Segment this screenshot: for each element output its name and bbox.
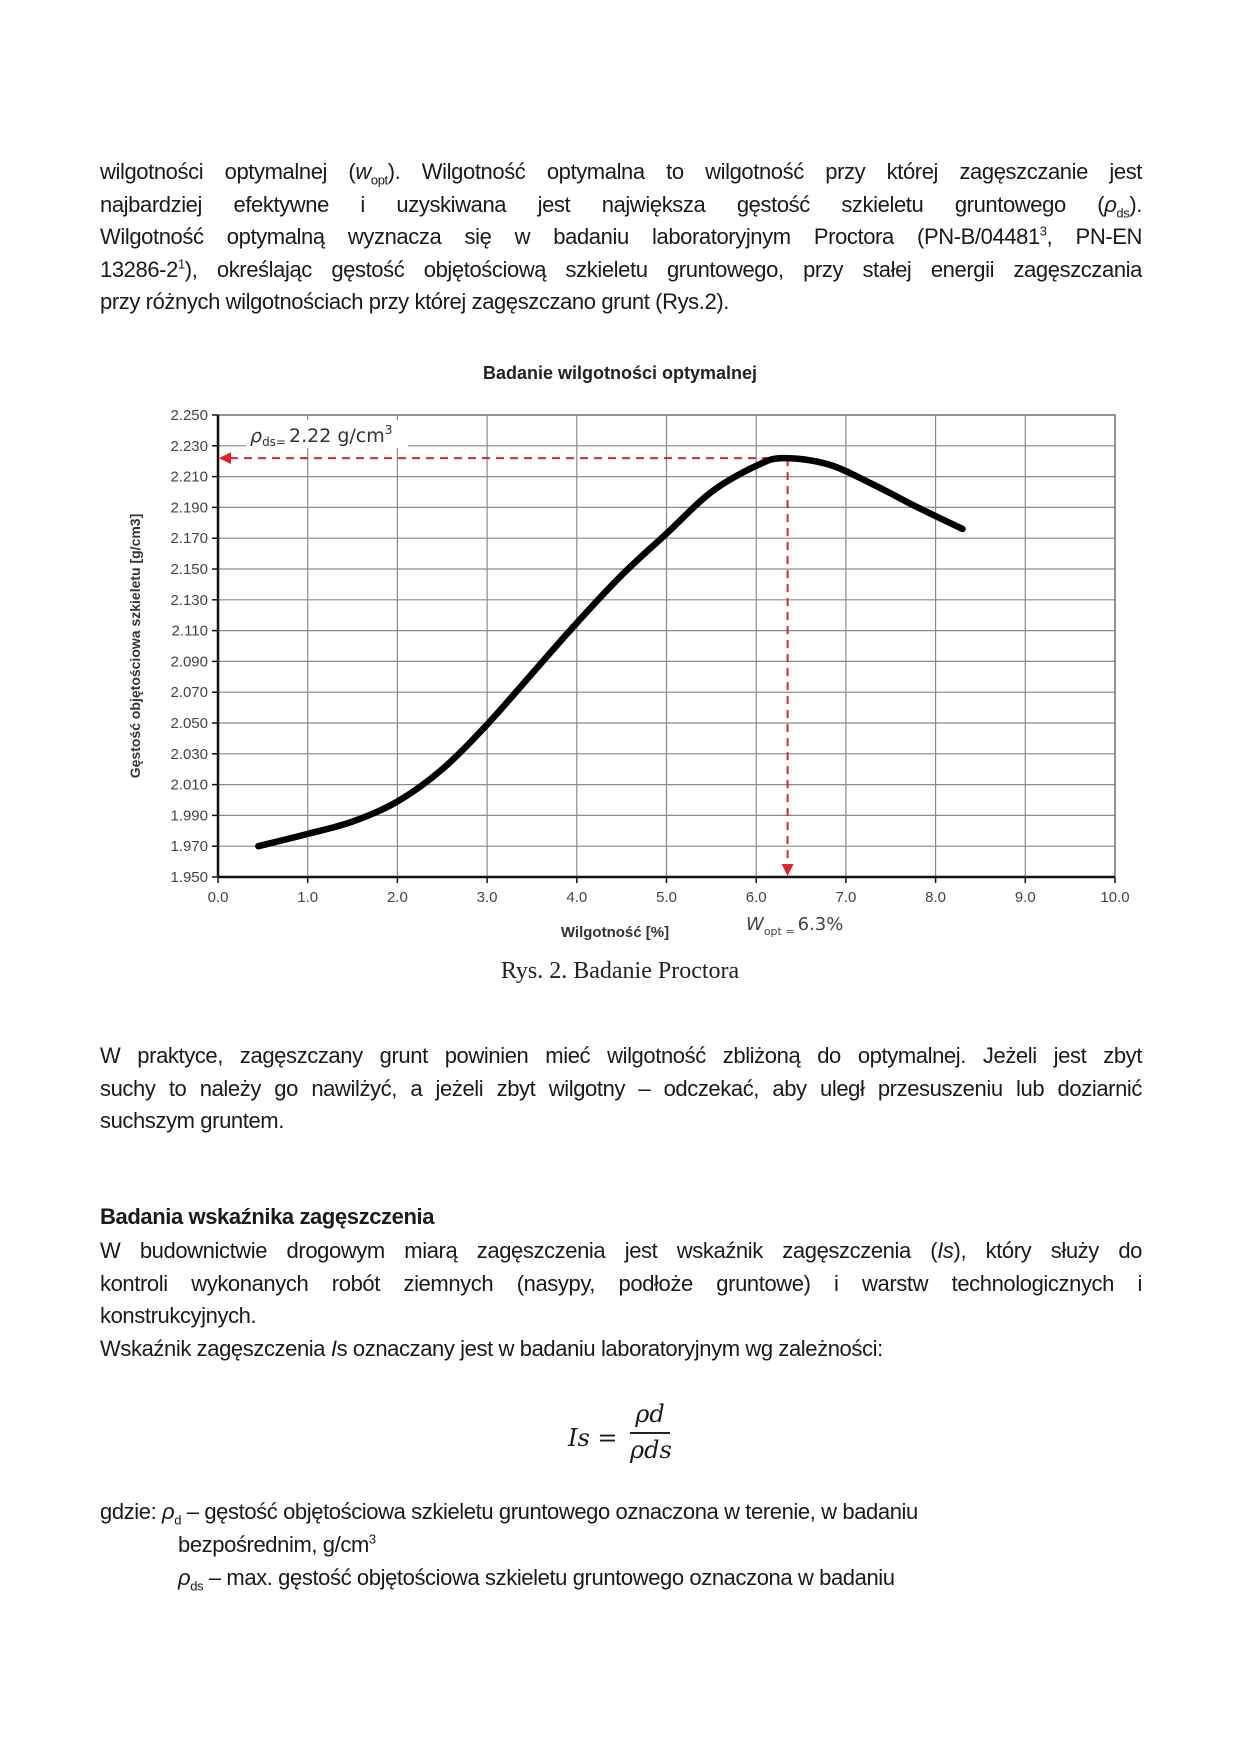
section-paragraph xyxy=(100,1235,1142,1365)
section-heading: Badania wskaźnika zagęszczenia xyxy=(100,1204,435,1229)
practice-paragraph xyxy=(100,1040,1142,1138)
x-tick-label: 10.0 xyxy=(1100,889,1130,906)
section-line-1: W budownictwie drogowym miarą zagęszczenia jest wskaźnik zagęszczenia (Is), który służy do xyxy=(100,1238,1142,1263)
section-line-4: Wskaźnik zagęszczenia Is oznaczany jest w badaniu laboratoryjnym wg zależności: xyxy=(100,1335,883,1361)
x-tick-label: 9.0 xyxy=(1014,889,1036,906)
where-line-2: bezpośrednim, $g/cm^3$ xyxy=(178,1531,376,1557)
where-line-1: gdzie: $\rho_d$ – gęstość objętościowa szkieletu gruntowego oznaczona w terenie, w badaniu xyxy=(100,1499,918,1528)
x-tick-label: 5.0 xyxy=(656,889,677,906)
y-tick-label: 2.030 xyxy=(170,745,208,763)
chart-grid xyxy=(218,415,1115,877)
formula-numerator: ρd xyxy=(635,1400,665,1428)
intro-line-3: Wilgotność optymalną wyznacza się w badaniu laboratoryjnym Proctora (PN-B/04481$^3$, PN-EN xyxy=(100,223,1143,249)
section-line-2: kontroli wykonanych robót ziemnych (nasypy, podłoże gruntowe) i warstw technologicznych i xyxy=(100,1270,1142,1296)
y-tick-label: 2.010 xyxy=(170,776,208,794)
y-tick-label: 2.190 xyxy=(170,499,208,517)
y-tick-label: 2.250 xyxy=(170,407,208,424)
arrow-left-icon xyxy=(219,452,231,464)
y-tick-label: 2.130 xyxy=(170,591,208,609)
practice-line-2: suchy to należy go nawilżyć, a jeżeli zbyt wilgotny – odczekać, aby uległ przesuszeniu lub doziarnić xyxy=(100,1075,1142,1101)
y-axis-ticks xyxy=(170,407,218,886)
intro-line-1: wilgotności optymalnej $(w_{opt})$. Wilgotność optymalna to wilgotność przy której zagęszczanie jest xyxy=(100,159,1143,188)
x-tick-label: 8.0 xyxy=(925,889,947,906)
formula-lhs: Is = xyxy=(568,1424,618,1452)
y-axis-label: Gęstość objętościowa szkieletu [g/cm3] xyxy=(127,513,143,779)
y-tick-label: 1.970 xyxy=(170,838,208,856)
section-line-3: konstrukcyjnych. xyxy=(100,1303,257,1328)
y-tick-label: 2.050 xyxy=(170,715,208,732)
practice-line-3: suchszym gruntem. xyxy=(100,1108,284,1133)
x-tick-label: 3.0 xyxy=(476,889,498,906)
x-tick-label: 7.0 xyxy=(835,889,857,906)
intro-line-5: przy różnych wilgotnościach przy której zagęszczano grunt (Rys.2). xyxy=(100,289,729,314)
y-tick-label: 2.110 xyxy=(171,622,208,640)
intro-line-4: $13286-2^1$), określając gęstość objętościową szkieletu gruntowego, przy stałej energii zagęszczania xyxy=(100,256,1142,282)
y-tick-label: 1.950 xyxy=(170,869,208,886)
intro-line-2: najbardziej efektywne i uzyskiwana jest największa gęstość szkieletu gruntowego $(\rho_{ds})$. xyxy=(100,191,1142,220)
x-tick-label: 0.0 xyxy=(207,889,229,906)
x-tick-label: 6.0 xyxy=(745,889,767,906)
x-tick-label: 2.0 xyxy=(386,889,408,906)
x-tick-label: 4.0 xyxy=(566,889,588,906)
y-tick-label: 2.090 xyxy=(170,653,208,671)
where-line-3: $\rho_{ds}$ – max. gęstość objętościowa szkieletu gruntowego oznaczona w badaniu xyxy=(178,1565,895,1594)
figure-caption: Rys. 2. Badanie Proctora xyxy=(500,958,740,984)
arrow-down-icon xyxy=(782,864,794,876)
y-tick-label: 2.170 xyxy=(170,530,208,548)
fraction-bar xyxy=(630,1432,670,1434)
chart-title: Badanie wilgotności optymalnej xyxy=(482,363,758,383)
wopt-annotation: $W_{opt =}$ 6.3% xyxy=(746,914,844,938)
y-tick-label: 2.150 xyxy=(170,561,208,578)
optimum-markers xyxy=(219,452,794,876)
formula-denominator: ρds xyxy=(630,1436,672,1464)
x-axis-label: Wilgotność [%] xyxy=(560,924,670,941)
x-tick-label: 1.0 xyxy=(297,889,319,906)
formula-fraction xyxy=(630,1400,670,1464)
y-tick-label: 2.230 xyxy=(170,437,208,455)
practice-line-1: W praktyce, zagęszczany grunt powinien mieć wilgotność zbliżoną do optymalnej. Jeżeli jest zbyt xyxy=(100,1043,1142,1068)
y-tick-label: 1.990 xyxy=(170,807,208,825)
x-axis-ticks xyxy=(208,877,1130,906)
compaction-curve xyxy=(258,458,962,846)
rho-annotation: $\rho_{ds=}$ 2.22 $g/cm^3$ xyxy=(250,423,393,449)
y-tick-label: 2.210 xyxy=(170,468,208,486)
y-tick-label: 2.070 xyxy=(170,684,208,702)
